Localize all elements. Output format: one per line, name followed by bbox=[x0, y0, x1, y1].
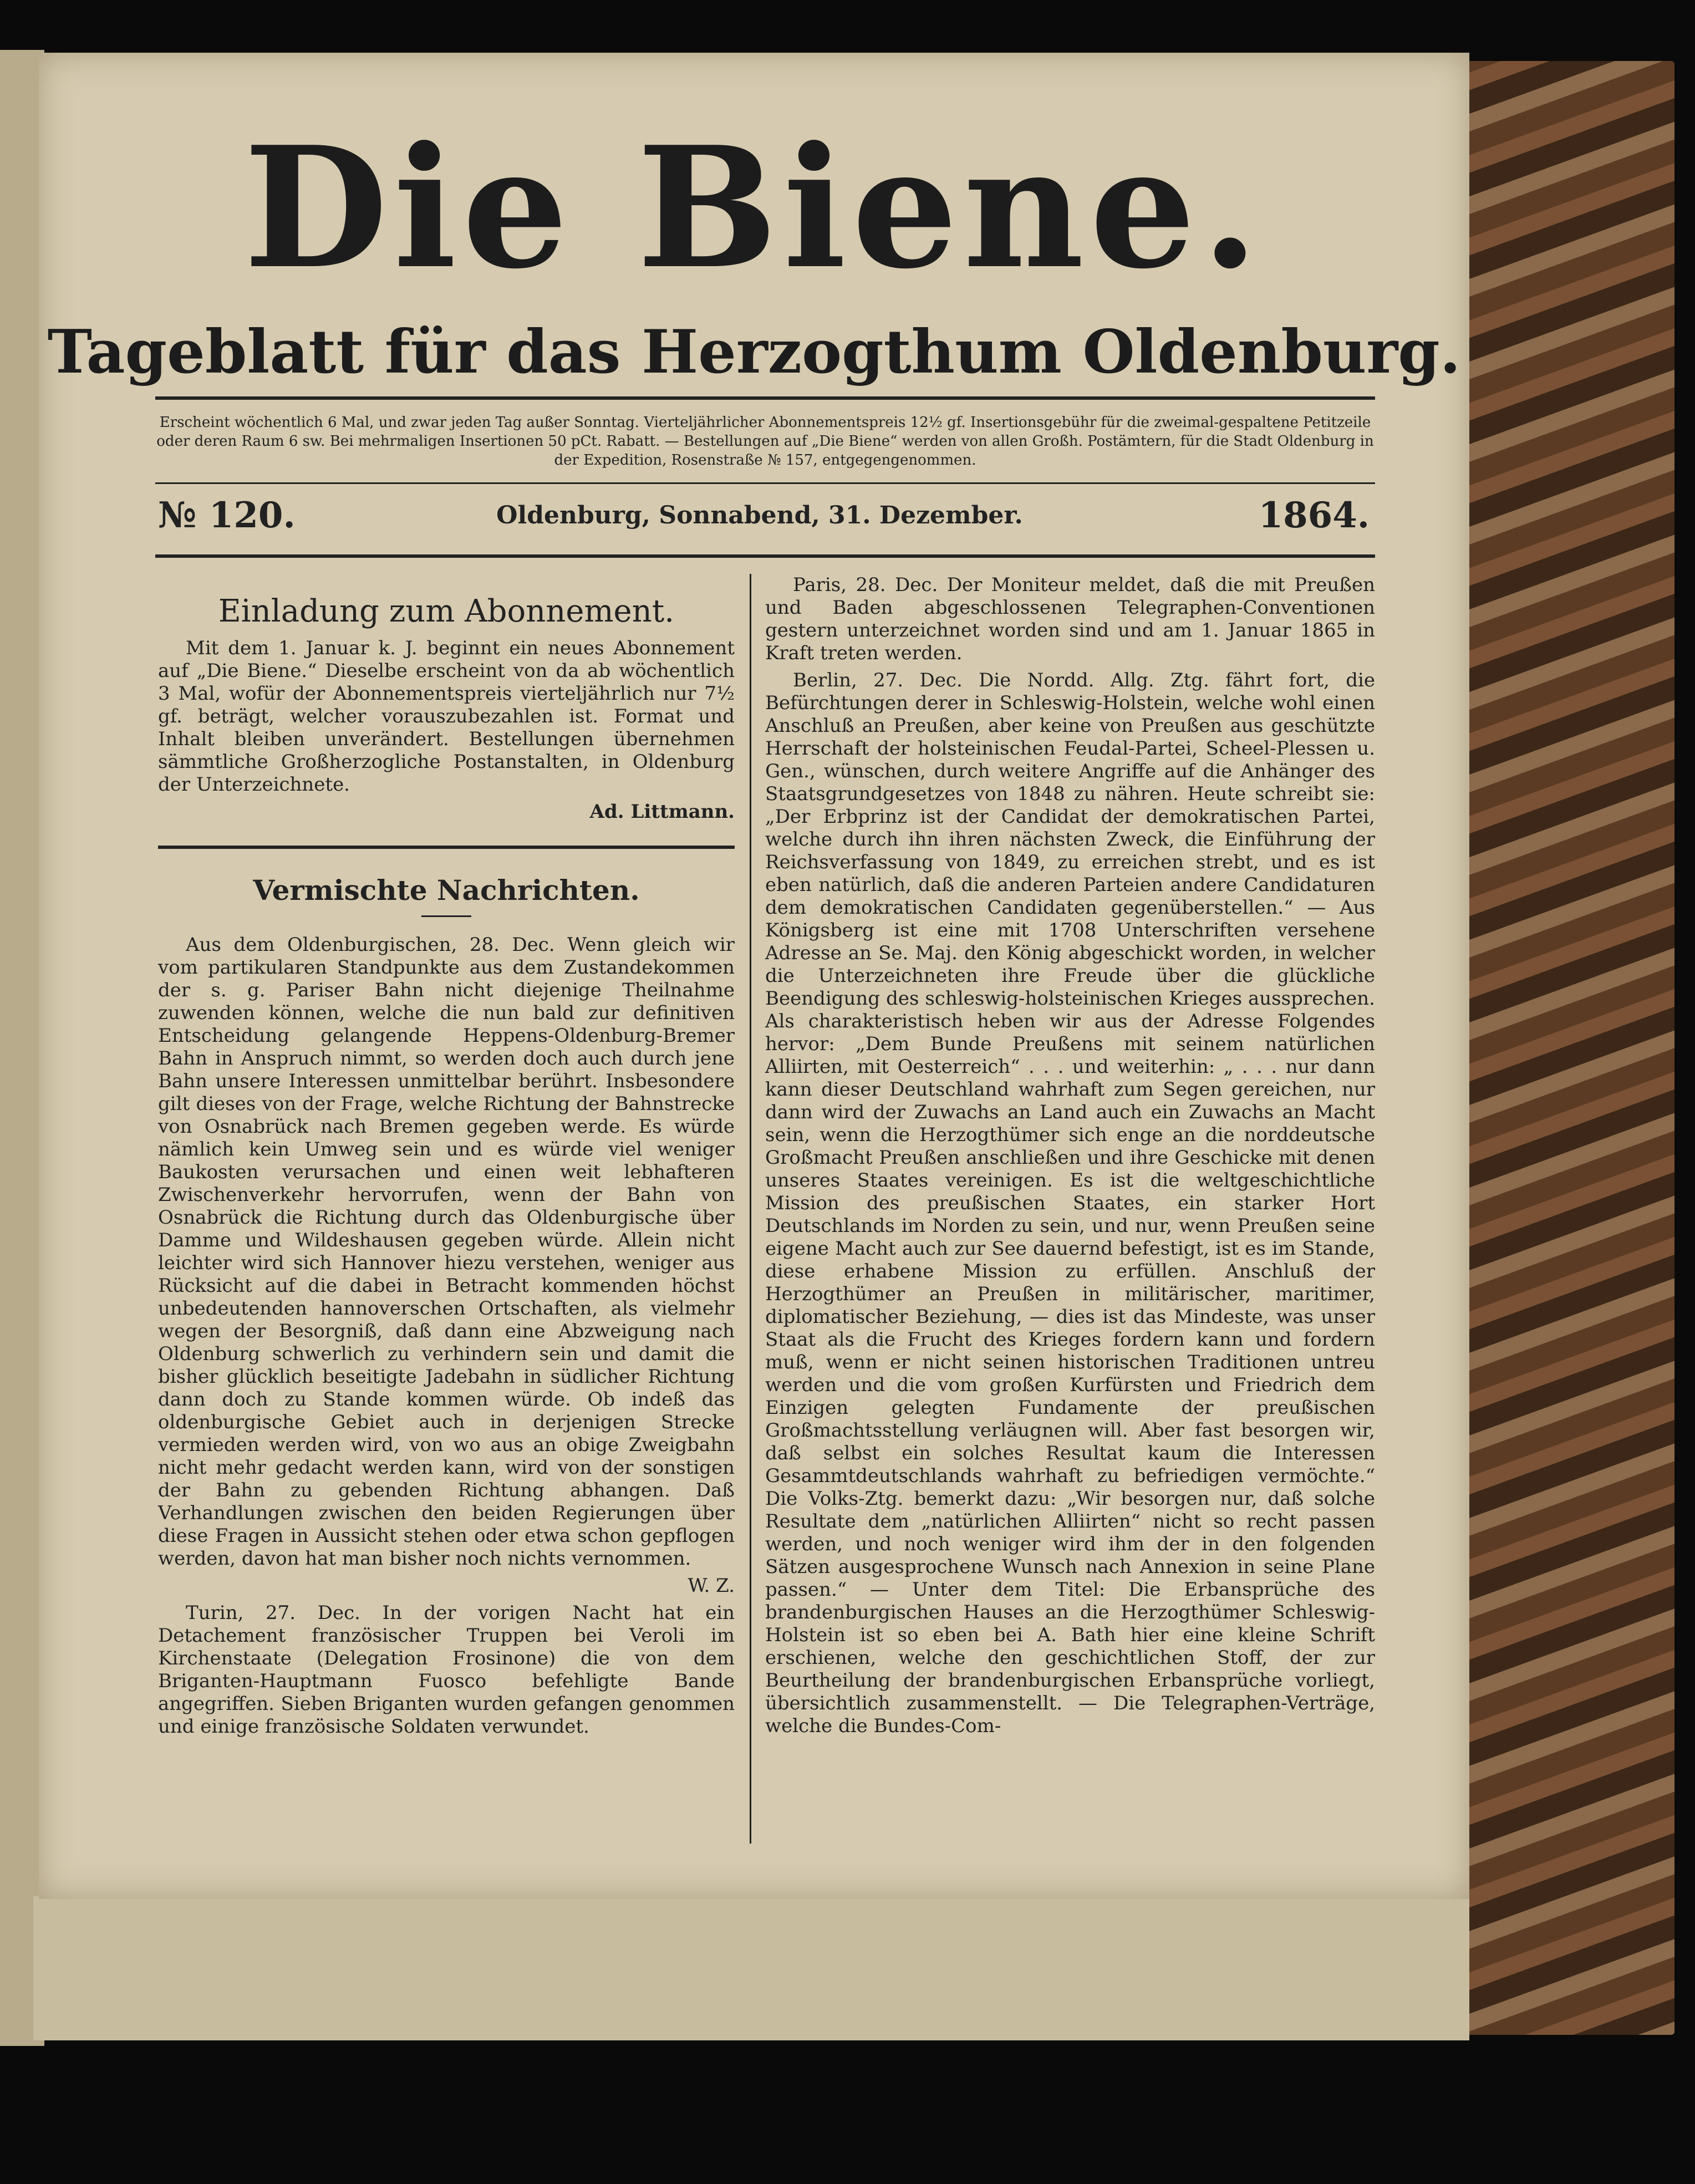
masthead-title: Die Biene. bbox=[243, 110, 1265, 306]
einladung-text: Mit dem 1. Januar k. J. beginnt ein neues Abonnement auf „Die Biene.“ Dieselbe erscheint von da ab wöchentlich 3 Mal, wofür der Abonnementspreis vierteljährlich nur 7½ gf. beträgt, welcher vorauszubezahlen ist. Format und Inhalt bleiben unverändert. Bestellungen übernehmen sämmtliche Großherzogliche Postanstalten, in Oldenburg der Unterzeichnete. bbox=[158, 637, 735, 796]
left-column bbox=[158, 590, 735, 1743]
subscription-info: Erscheint wöchentlich 6 Mal, und zwar jeden Tag außer Sonntag. Vierteljährlicher Abonnementspreis 12½ gf. Insertionsgebühr für die zweimal-gespaltene Petitzeile oder deren Raum 6 sw. Bei mehrmaligen Insertionen 50 pCt. Rabatt. — Bestellungen auf „Die Biene“ werden von allen Großh. Postämtern, für die Stadt Oldenburg in der Expedition, Rosenstraße № 157, entgegengenommen. bbox=[156, 414, 1374, 469]
paris-article: Paris, 28. Dec. Der Moniteur meldet, daß die mit Preußen und Baden abgeschlossenen Telegraphen-Conventionen gestern unterzeichnet worden sind und am 1. Januar 1865 in Kraft treten werden. bbox=[765, 574, 1375, 664]
issue-year: 1864. bbox=[1258, 495, 1370, 536]
section-title: Vermischte Nachrichten. bbox=[253, 874, 640, 907]
right-column bbox=[765, 574, 1375, 1742]
book-spine-edge bbox=[0, 50, 44, 2046]
oldenburg-article: Aus dem Oldenburgischen, 28. Dec. Wenn gleich wir vom partikularen Standpunkte aus dem Zustandekommen der s. g. Pariser Bahn nicht diejenige Theilnahme zuwenden können, welche die nun bald zur definitiven Entscheidung gelangende Heppens-Oldenburg-Bremer Bahn in Anspruch nimmt, so werden doch auch durch jene Bahn unsere Interessen unmittelbar berührt. Insbesondere gilt dieses von der Frage, welche Richtung der Bahnstrecke von Osnabrück nach Bremen gegeben werde. Es würde nämlich kein Umweg sein und es würde viel weniger Baukosten verursachen und einen weit lebhafteren Zwischenverkehr hervorrufen, wenn der Bahn von Osnabrück die Richtung durch das Oldenburgische über Damme und Wildeshausen gegeben würde. Allein nicht leichter wird sich Hannover hiezu verstehen, weniger aus Rücksicht auf die dabei in Betracht kommenden höchst unbedeutenden hannoverschen Ortschaften, als vielmehr wegen der Besorgniß, daß dann eine Abzweigung nach Oldenburg schwerlich zu verhindern sein und damit die bisher glücklich beseitigte Jadebahn in südlicher Richtung dann doch zu Stande kommen würde. Ob indeß das oldenburgische Gebiet auch in derjenigen Strecke vermieden werden wird, von wo aus an obige Zweigbahn nicht mehr gedacht werden kann, wird von der sonstigen der Bahn zu gebenden Richtung abhangen. Daß Verhandlungen zwischen den beiden Regierungen über diese Fragen in Aussicht stehen oder etwa schon gepflogen werden, davon hat man bisher noch nichts vernommen. bbox=[158, 934, 735, 1570]
underlying-page bbox=[33, 1896, 1469, 2040]
einladung-signature: Ad. Littmann. bbox=[589, 801, 735, 823]
section-rule bbox=[158, 846, 735, 849]
marbled-book-cover bbox=[1436, 61, 1674, 2035]
turin-article: Turin, 27. Dec. In der vorigen Nacht hat ein Detachement französischer Truppen bei Veroli im Kirchenstaate (Delegation Frosinone) die von dem Briganten-Hauptmann Fuosco befehligte Bande angegriffen. Sieben Briganten wurden gefangen genommen und einige französische Soldaten verwundet. bbox=[158, 1602, 735, 1738]
masthead-subtitle: Tageblatt für das Herzogthum Oldenburg. bbox=[47, 317, 1461, 387]
column-divider bbox=[750, 574, 751, 1844]
einladung-title: Einladung zum Abonnement. bbox=[218, 593, 675, 629]
issue-place-date: Oldenburg, Sonnabend, 31. Dezember. bbox=[496, 501, 1023, 530]
section-title-underline bbox=[421, 915, 471, 917]
newspaper-page bbox=[39, 53, 1469, 1899]
masthead-rule bbox=[155, 396, 1375, 400]
berlin-article: Berlin, 27. Dec. Die Nordd. Allg. Ztg. fährt fort, die Befürchtungen derer in Schleswig-Holstein, welche wohl einen Anschluß an Preußen, aber keine von Preußen aus geschützte Herrschaft der holsteinischen Feudal-Partei, Scheel-Plessen u. Gen., wünschen, durch weitere Angriffe auf die Anhänger des Staatsgrundgesetzes von 1848 zu nähren. Heute schreibt sie: „Der Erbprinz ist der Candidat der demokratischen Partei, welche durch ihn ihren nächsten Zweck, die Einführung der Reichsverfassung von 1849, zu erreichen strebt, und es ist eben natürlich, daß die anderen Parteien andere Candidaturen dem demokratischen Candidaten gegenüberstellen.“ — Aus Königsberg ist eine mit 1708 Unterschriften versehene Adresse an Se. Maj. den König abgeschickt worden, in welcher die Unterzeichneten ihre Freude über die glückliche Beendigung des schleswig-holsteinischen Krieges aussprechen. Als charakteristisch heben wir aus der Adresse Folgendes hervor: „Dem Bunde Preußens mit seinem natürlichen Alliirten, mit Oesterreich“ . . . und weiterhin: „ . . . nur dann kann dieser Deutschland wahrhaft zum Segen gereichen, nur dann wird der Zuwachs an Land auch ein Zuwachs an Macht sein, wenn die Herzogthümer sich enge an die norddeutsche Großmacht Preußen anschließen und ihre Geschicke mit denen unseres Staates vereinigen. Es ist die weltgeschichtliche Mission des preußischen Staates, ein starker Hort Deutschlands im Norden zu sein, und nur, wenn Preußen seine eigene Macht auch zur See dauernd befestigt, ist es im Stande, diese erhabene Mission zu erfüllen. Anschluß der Herzogthümer an Preußen in militärischer, maritimer, diplomatischer Beziehung, — dies ist das Mindeste, was unser Staat als die Frucht des Krieges fordern kann und fordern muß, wenn er nicht seinen historischen Traditionen untreu werden und die vom großen Kurfürsten und Friedrich dem Einzigen gelegten Fundamente der preußischen Großmachtsstellung verläugnen will. Aber fast besorgen wir, daß selbst ein solches Resultat kaum die Interessen Gesammtdeutschlands wahrhaft zu befriedigen vermöchte.“ Die Volks-Ztg. bemerkt dazu: „Wir besorgen nur, daß solche Resultate dem „natürlichen Alliirten“ nicht so recht passen werden, und noch weniger wird ihm der in den folgenden Sätzen ausgesprochene Wunsch nach Annexion in seine Plane passen.“ — Unter dem Titel: Die Erbansprüche des brandenburgischen Hauses an die Herzogthümer Schleswig-Holstein ist so eben bei A. Bath hier eine kleine Schrift erschienen, welche den geschichtlichen Stoff, der zur Beurtheilung der brandenburgischen Erbansprüche vorliegt, übersichtlich zusammenstellt. — Die Telegraphen-Verträge, welche die Bundes-Com- bbox=[765, 669, 1375, 1737]
issue-number: № 120. bbox=[158, 495, 296, 536]
info-rule-top bbox=[155, 482, 1375, 484]
header-rule bbox=[155, 554, 1375, 558]
oldenburg-signature: W. Z. bbox=[688, 1575, 735, 1597]
